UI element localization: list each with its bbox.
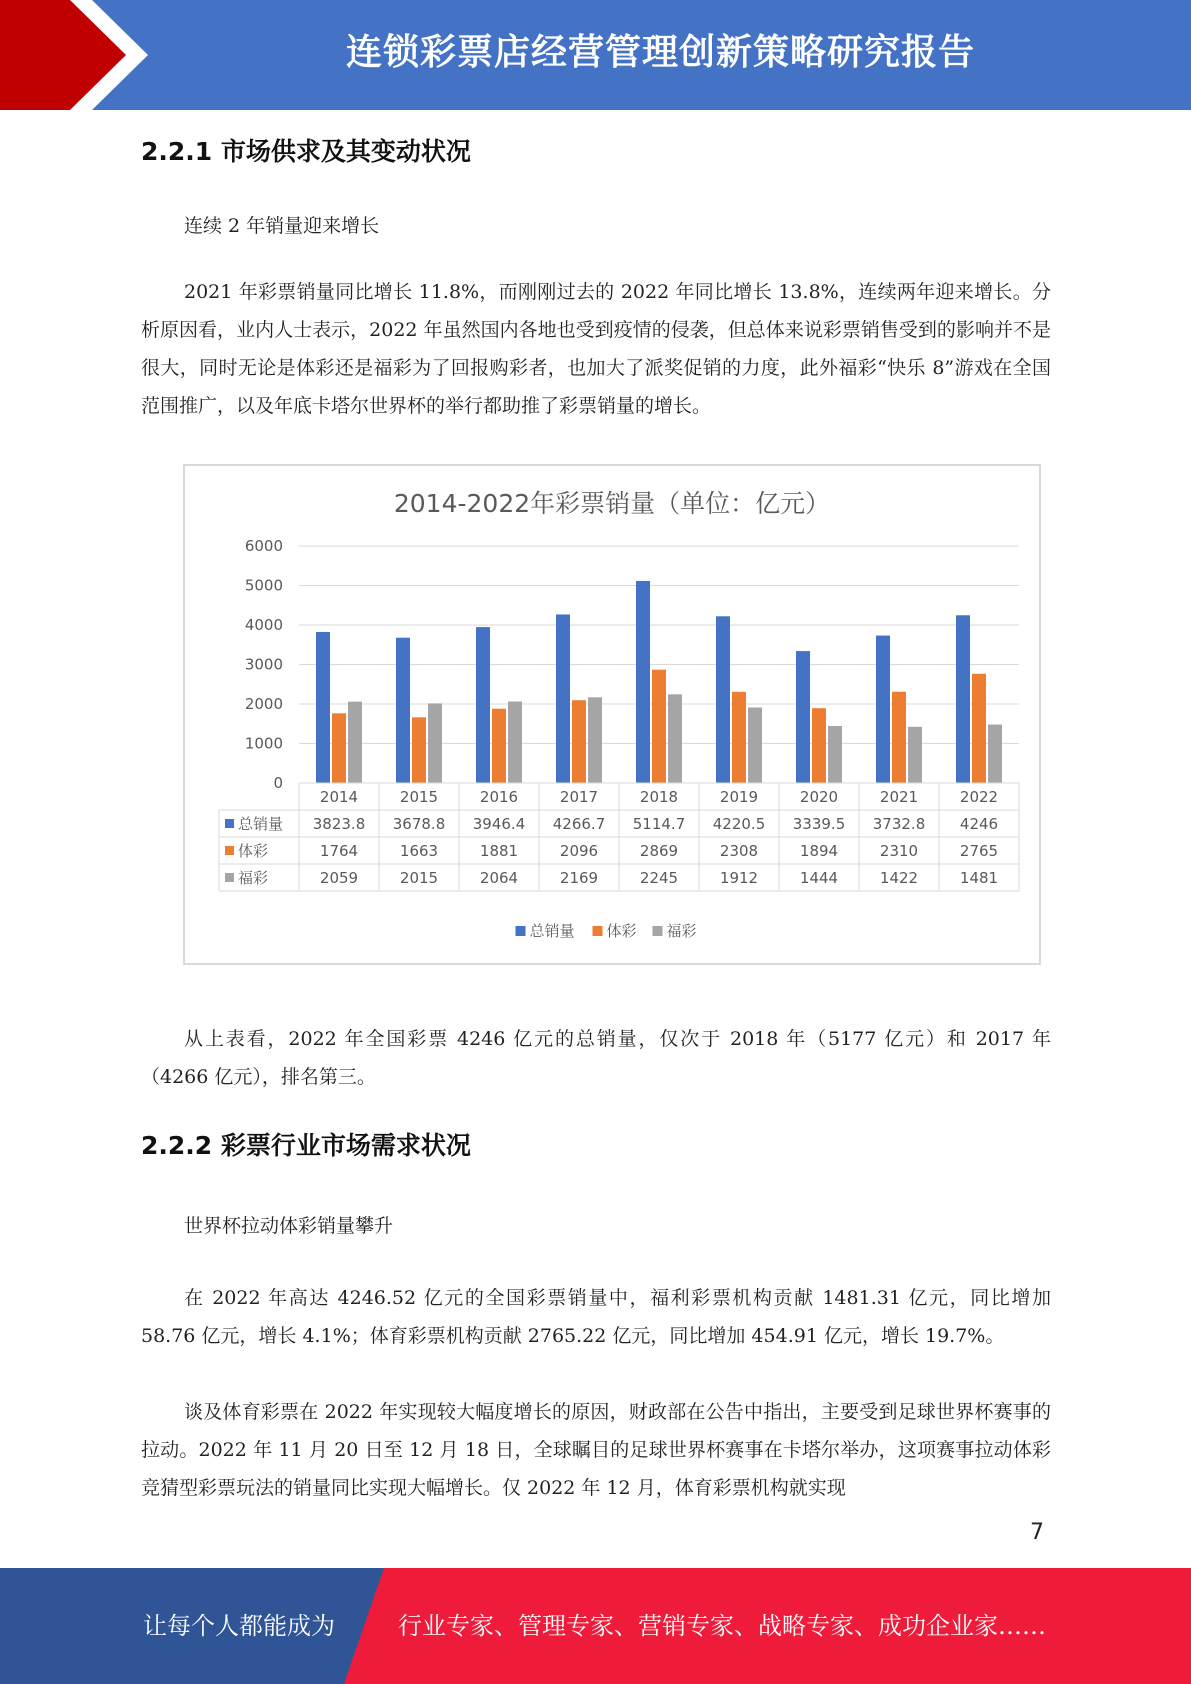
bar <box>652 670 666 783</box>
data-label: 2765 <box>959 842 999 860</box>
x-tick-label: 2022 <box>959 788 999 806</box>
bar <box>988 725 1002 783</box>
x-tick-label: 2020 <box>799 788 839 806</box>
bar <box>812 708 826 783</box>
chart-canvas <box>185 466 1043 967</box>
x-tick-label: 2018 <box>639 788 679 806</box>
data-label: 4220.5 <box>712 815 766 833</box>
data-label: 3946.4 <box>472 815 526 833</box>
data-label: 1444 <box>799 869 839 887</box>
y-tick-label: 6000 <box>244 537 283 555</box>
bar <box>428 703 442 783</box>
bar <box>316 632 330 783</box>
paragraph: 在 2022 年高达 4246.52 亿元的全国彩票销量中，福利彩票机构贡献 1481.31 亿元，同比增加 58.76 亿元，增长 4.1%；体育彩票机构贡献 2765.22 亿元，同比增加 454.91 亿元，增长 19.7%。 <box>141 1287 1051 1347</box>
data-label: 2869 <box>639 842 679 860</box>
data-label: 2064 <box>479 869 519 887</box>
table-legend-key <box>225 846 234 855</box>
x-tick-label: 2017 <box>559 788 599 806</box>
data-label: 2015 <box>399 869 439 887</box>
legend-key <box>516 926 526 936</box>
legend-label: 体彩 <box>606 922 637 940</box>
page-header <box>0 0 1191 110</box>
data-label: 1912 <box>719 869 759 887</box>
paragraph: 2021 年彩票销量同比增长 11.8%，而刚刚过去的 2022 年同比增长 13.8%，连续两年迎来增长。分析原因看，业内人士表示，2022 年虽然国内各地也受到疫情的侵袭，但总体来说彩票销售受到的影响并不是很大，同时无论是体彩还是福彩为了回报购彩者，也加大了派奖促销的力度，此外福彩“快乐 8”游戏在全国范围推广，以及年底卡塔尔世界杯的举行都助推了彩票销量的增长。 <box>141 281 1051 417</box>
header-arrow-decoration <box>0 0 160 110</box>
section-heading-2-2-2: 2.2.2 彩票行业市场需求状况 <box>141 1131 471 1160</box>
bar <box>828 726 842 783</box>
chart-title: 2014-2022年彩票销量（单位：亿元） <box>393 489 831 518</box>
legend-key <box>653 926 663 936</box>
data-label: 5114.7 <box>632 815 686 833</box>
paragraph: 谈及体育彩票在 2022 年实现较大幅度增长的原因，财政部在公告中指出，主要受到足球世界杯赛事的拉动。2022 年 11 月 20 日至 12 月 18 日，全球瞩目的足球世界杯赛事在卡塔尔举办，这项赛事拉动体彩竞猜型彩票玩法的销量同比实现大幅增长。仅 2022 年 12 月，体育彩票机构就实现 <box>141 1401 1051 1499</box>
data-label: 1422 <box>879 869 919 887</box>
legend-label: 福彩 <box>666 922 697 940</box>
footer-slogan-left: 让每个人都能成为 <box>143 1612 335 1640</box>
data-label: 2059 <box>319 869 359 887</box>
data-label: 1894 <box>799 842 839 860</box>
bar <box>716 616 730 783</box>
x-tick-label: 2016 <box>479 788 519 806</box>
page-footer <box>0 1568 1191 1684</box>
bar <box>748 707 762 783</box>
table-legend-key <box>225 819 234 828</box>
bar <box>668 694 682 783</box>
data-label: 2096 <box>559 842 599 860</box>
data-label: 1481 <box>959 869 999 887</box>
data-label: 1881 <box>479 842 519 860</box>
bar <box>492 709 506 783</box>
bar <box>908 727 922 783</box>
y-tick-label: 1000 <box>244 734 283 753</box>
bar <box>556 614 570 783</box>
data-label: 2308 <box>719 842 759 860</box>
section-subheading: 世界杯拉动体彩销量攀升 <box>184 1215 394 1237</box>
data-label: 1764 <box>319 842 359 860</box>
bar <box>972 674 986 783</box>
y-tick-label: 0 <box>273 774 283 792</box>
data-label: 4246 <box>959 815 999 833</box>
bar <box>796 651 810 783</box>
bar <box>636 581 650 783</box>
table-series-name: 体彩 <box>238 842 269 860</box>
table-series-name: 总销量 <box>238 815 284 833</box>
x-tick-label: 2015 <box>399 788 439 806</box>
data-label: 3339.5 <box>792 815 846 833</box>
sales-chart <box>183 464 1041 965</box>
bar <box>892 692 906 783</box>
bar <box>876 636 890 783</box>
bar <box>572 700 586 783</box>
data-label: 3678.8 <box>392 815 446 833</box>
bar <box>956 615 970 783</box>
table-series-name: 福彩 <box>238 869 269 887</box>
bar <box>732 692 746 783</box>
table-legend-key <box>225 873 234 882</box>
bar <box>396 638 410 783</box>
y-tick-label: 2000 <box>244 695 283 713</box>
page-number: 7 <box>1030 1520 1044 1545</box>
paragraph: 从上表看，2022 年全国彩票 4246 亿元的总销量，仅次于 2018 年（5177 亿元）和 2017 年（4266 亿元），排名第三。 <box>141 1028 1051 1088</box>
bar <box>476 627 490 783</box>
x-tick-label: 2021 <box>879 788 919 806</box>
data-label: 3823.8 <box>312 815 366 833</box>
data-label: 2245 <box>639 869 679 887</box>
y-tick-label: 4000 <box>244 616 283 634</box>
data-label: 3732.8 <box>872 815 926 833</box>
legend-key <box>593 926 603 936</box>
footer-slogan-right: 行业专家、管理专家、营销专家、战略专家、成功企业家…… <box>398 1612 1046 1640</box>
bar <box>348 702 362 783</box>
x-tick-label: 2014 <box>319 788 359 806</box>
x-tick-label: 2019 <box>719 788 759 806</box>
bar <box>332 713 346 783</box>
bar <box>588 697 602 783</box>
y-tick-label: 5000 <box>244 576 283 595</box>
section-subheading: 连续 2 年销量迎来增长 <box>184 215 380 237</box>
data-label: 4266.7 <box>552 815 606 833</box>
section-heading-2-2-1: 2.2.1 市场供求及其变动状况 <box>141 137 471 166</box>
legend-label: 总销量 <box>529 922 575 940</box>
data-label: 2310 <box>879 842 919 860</box>
data-label: 2169 <box>559 869 599 887</box>
y-tick-label: 3000 <box>244 655 283 674</box>
bar <box>412 717 426 783</box>
data-label: 1663 <box>399 842 439 860</box>
bar <box>508 701 522 783</box>
header-title: 连锁彩票店经营管理创新策略研究报告 <box>345 32 975 73</box>
